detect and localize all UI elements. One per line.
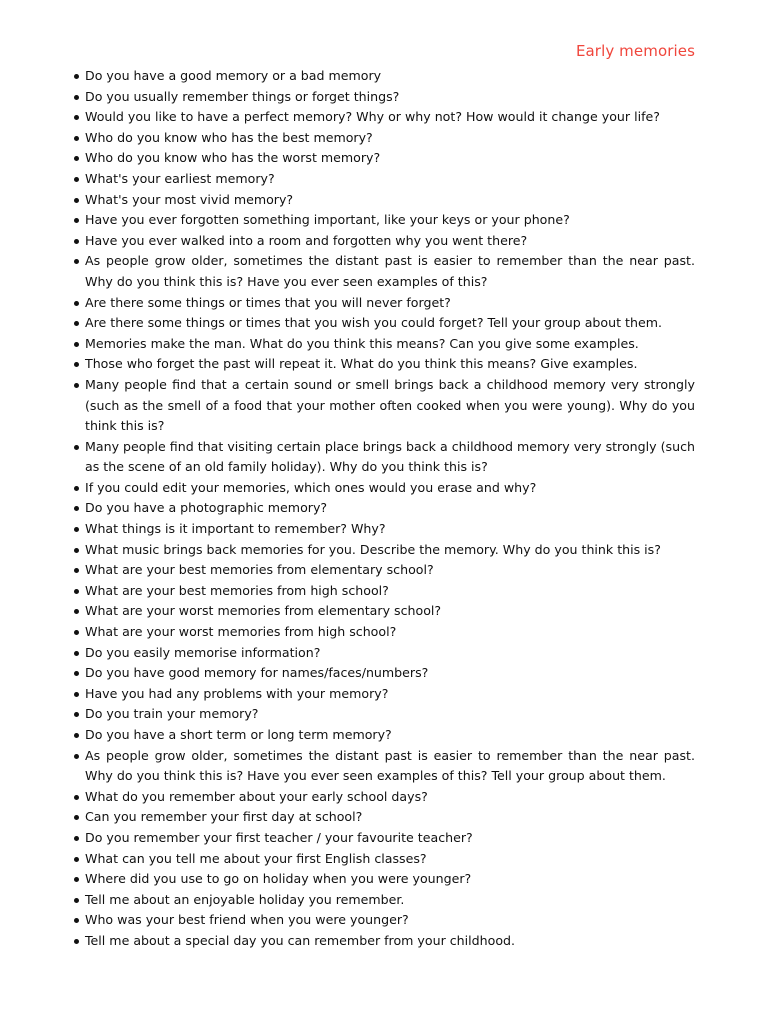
question-item: Tell me about an enjoyable holiday you remember. (72, 890, 695, 911)
question-item: Many people find that visiting certain place brings back a childhood memory very strongly (such as the scene of an old family holiday). Why do you think this is? (72, 437, 695, 478)
question-item: Are there some things or times that you wish you could forget? Tell your group about them. (72, 313, 695, 334)
question-item: Tell me about a special day you can remember from your childhood. (72, 931, 695, 952)
page-title: Early memories (575, 42, 695, 60)
question-item: Who do you know who has the worst memory? (72, 148, 695, 169)
question-item: What things is it important to remember? Why? (72, 519, 695, 540)
question-item: If you could edit your memories, which ones would you erase and why? (72, 478, 695, 499)
question-item: What music brings back memories for you. Describe the memory. Why do you think this is? (72, 540, 695, 561)
question-list (72, 66, 695, 952)
question-item: Have you ever walked into a room and forgotten why you went there? (72, 231, 695, 252)
question-item: Do you remember your first teacher / your favourite teacher? (72, 828, 695, 849)
question-item: Many people find that a certain sound or smell brings back a childhood memory very strongly (such as the smell of a food that your mother often cooked when you were young). Why do you think this is? (72, 375, 695, 437)
question-item: What's your earliest memory? (72, 169, 695, 190)
question-item: Who was your best friend when you were younger? (72, 910, 695, 931)
question-item: Who do you know who has the best memory? (72, 128, 695, 149)
question-item: What's your most vivid memory? (72, 190, 695, 211)
question-item: Can you remember your first day at school? (72, 807, 695, 828)
question-item: Do you have a short term or long term memory? (72, 725, 695, 746)
question-item: What are your worst memories from high school? (72, 622, 695, 643)
question-item: As people grow older, sometimes the distant past is easier to remember than the near past. Why do you think this is? Have you ever seen examples of this? Tell your group about them. (72, 746, 695, 787)
question-item: What are your worst memories from elementary school? (72, 601, 695, 622)
question-item: What can you tell me about your first English classes? (72, 849, 695, 870)
question-item: Would you like to have a perfect memory? Why or why not? How would it change your life? (72, 107, 695, 128)
question-item: Do you have a good memory or a bad memory (72, 66, 695, 87)
question-item: Memories make the man. What do you think this means? Can you give some examples. (72, 334, 695, 355)
question-item: As people grow older, sometimes the distant past is easier to remember than the near past. Why do you think this is? Have you ever seen examples of this? (72, 251, 695, 292)
question-item: Have you had any problems with your memory? (72, 684, 695, 705)
question-item: Do you easily memorise information? (72, 643, 695, 664)
question-item: What are your best memories from elementary school? (72, 560, 695, 581)
question-item: Do you usually remember things or forget things? (72, 87, 695, 108)
question-item: What do you remember about your early school days? (72, 787, 695, 808)
question-item: What are your best memories from high school? (72, 581, 695, 602)
question-item: Do you train your memory? (72, 704, 695, 725)
question-item: Do you have a photographic memory? (72, 498, 695, 519)
question-item: Have you ever forgotten something important, like your keys or your phone? (72, 210, 695, 231)
question-item: Where did you use to go on holiday when you were younger? (72, 869, 695, 890)
question-item: Do you have good memory for names/faces/numbers? (72, 663, 695, 684)
question-item: Those who forget the past will repeat it. What do you think this means? Give examples. (72, 354, 695, 375)
question-item: Are there some things or times that you will never forget? (72, 293, 695, 314)
